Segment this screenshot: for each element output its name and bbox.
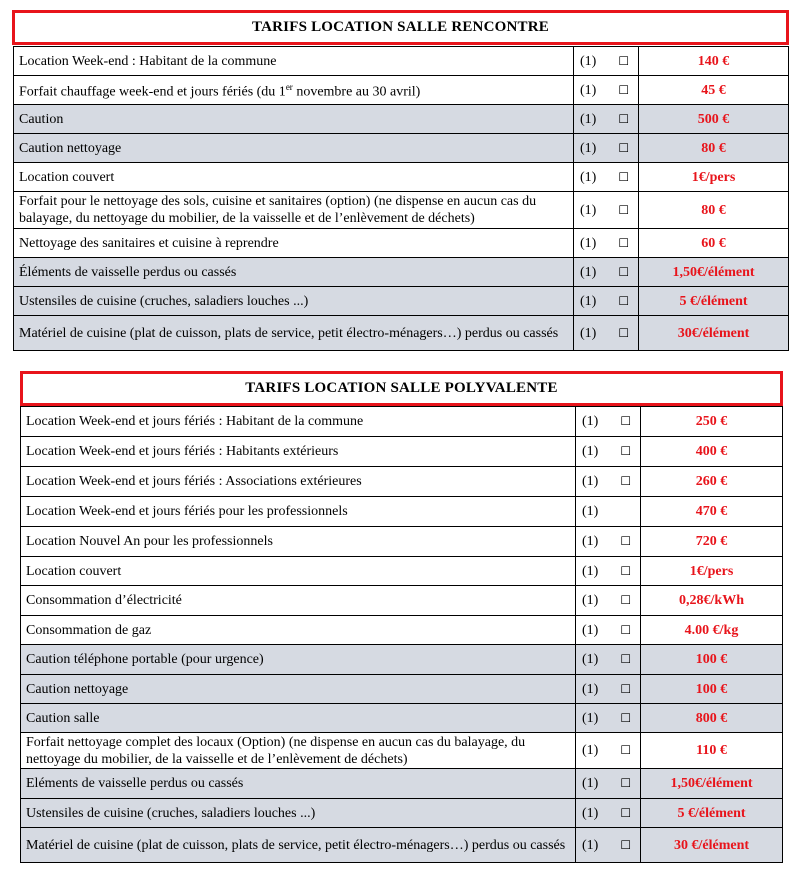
row-label: Location Week-end et jours fériés : Habitants extérieurs <box>21 437 576 467</box>
table-row <box>21 616 783 645</box>
table-row <box>14 76 789 105</box>
row-price: 1€/pers <box>641 557 783 586</box>
table-row <box>21 586 783 616</box>
ref-note: (1) <box>580 169 597 185</box>
row-label: Location Week-end et jours fériés : Associations extérieures <box>21 467 576 497</box>
checkbox[interactable]: ☐ <box>620 681 632 696</box>
ref-note: (1) <box>582 504 599 519</box>
ref-note: (1) <box>582 776 599 791</box>
ref-note: (1) <box>580 202 597 218</box>
ref-note: (1) <box>582 681 599 697</box>
row-ref <box>576 828 641 863</box>
label-superscript: er <box>285 82 293 93</box>
row-price: 100 € <box>641 645 783 675</box>
row-label: Caution nettoyage <box>21 675 576 704</box>
row-price: 800 € <box>641 704 783 733</box>
row-ref <box>576 675 641 704</box>
row-price: 45 € <box>639 76 789 105</box>
ref-note: (1) <box>580 111 597 127</box>
label-text: Forfait chauffage week-end et jours fériés (du 1 <box>19 84 286 100</box>
checkbox[interactable]: ☐ <box>618 82 630 97</box>
table-row <box>21 497 783 527</box>
table-row <box>21 675 783 704</box>
ref-note: (1) <box>580 325 597 341</box>
row-ref <box>576 616 641 645</box>
label-text: novembre au 30 avril) <box>292 84 421 100</box>
row-ref <box>574 163 639 192</box>
ref-note: (1) <box>582 622 599 638</box>
table-row <box>14 134 789 163</box>
checkbox[interactable]: ☐ <box>620 593 632 607</box>
ref-note: (1) <box>582 593 599 608</box>
table-row <box>21 557 783 586</box>
checkbox[interactable]: ☐ <box>620 776 632 790</box>
row-label: Forfait nettoyage complet des locaux (Option) (ne dispense en aucun cas du balayage, du nettoyage du mobilier, de la vaisselle et de l’enlèvement de déchets) <box>21 733 576 769</box>
checkbox[interactable]: ☐ <box>620 837 632 852</box>
ref-note: (1) <box>580 53 597 69</box>
ref-note: (1) <box>580 140 597 156</box>
row-ref <box>576 407 641 437</box>
table-row <box>14 316 789 351</box>
row-ref <box>574 134 639 163</box>
table-row <box>21 769 783 799</box>
row-label: Caution téléphone portable (pour urgence) <box>21 645 576 675</box>
row-price: 500 € <box>639 105 789 134</box>
row-label: Eléments de vaisselle perdus ou cassés <box>21 769 576 799</box>
row-price: 1,50€/élément <box>641 769 783 799</box>
row-label: Éléments de vaisselle perdus ou cassés <box>14 258 574 287</box>
row-price: 250 € <box>641 407 783 437</box>
row-label: Matériel de cuisine (plat de cuisson, plats de service, petit électro-ménagers…) perdus ou cassés <box>14 316 574 351</box>
table-row <box>21 437 783 467</box>
row-price: 260 € <box>641 467 783 497</box>
checkbox[interactable]: ☐ <box>618 325 630 340</box>
row-price: 30 €/élément <box>641 828 783 863</box>
checkbox[interactable]: ☐ <box>618 202 630 217</box>
row-price: 60 € <box>639 229 789 258</box>
checkbox[interactable]: ☐ <box>618 169 630 184</box>
row-ref <box>576 733 641 769</box>
row-price: 140 € <box>639 47 789 76</box>
row-price: 1,50€/élément <box>639 258 789 287</box>
row-price: 30€/élément <box>639 316 789 351</box>
row-label: Location Week-end et jours fériés : Habitant de la commune <box>21 407 576 437</box>
row-ref <box>576 769 641 799</box>
table-row <box>21 733 783 769</box>
checkbox[interactable]: ☐ <box>620 444 632 458</box>
row-price: 110 € <box>641 733 783 769</box>
row-ref <box>576 497 641 527</box>
checkbox[interactable]: ☐ <box>618 53 630 68</box>
row-ref <box>576 467 641 497</box>
row-price: 1€/pers <box>639 163 789 192</box>
row-ref <box>574 105 639 134</box>
row-ref <box>574 229 639 258</box>
row-price: 400 € <box>641 437 783 467</box>
row-price: 100 € <box>641 675 783 704</box>
section-title: TARIFS LOCATION SALLE RENCONTRE <box>12 10 789 45</box>
row-label: Forfait pour le nettoyage des sols, cuisine et sanitaires (option) (ne dispense en aucun cas du balayage, du nettoyage du mobilier, de la vaisselle et de l’enlèvement de déchets) <box>14 192 574 229</box>
row-label: Ustensiles de cuisine (cruches, saladiers louches ...) <box>21 799 576 828</box>
tariff-table-rencontre <box>13 46 789 351</box>
row-price: 720 € <box>641 527 783 557</box>
ref-note: (1) <box>582 837 599 853</box>
table-row <box>21 799 783 828</box>
ref-note: (1) <box>580 82 597 98</box>
row-ref <box>574 76 639 105</box>
checkbox[interactable]: ☐ <box>620 622 632 637</box>
tariff-table-polyvalente <box>20 406 783 863</box>
row-price: 5 €/élément <box>641 799 783 828</box>
table-row <box>21 704 783 733</box>
checkbox[interactable]: ☐ <box>618 140 630 155</box>
ref-note: (1) <box>582 652 599 667</box>
row-ref <box>574 287 639 316</box>
ref-note: (1) <box>580 235 597 251</box>
ref-note: (1) <box>582 710 599 726</box>
ref-note: (1) <box>582 474 599 489</box>
row-price: 0,28€/kWh <box>641 586 783 616</box>
row-ref <box>576 645 641 675</box>
row-ref <box>576 437 641 467</box>
checkbox[interactable]: ☐ <box>620 534 632 548</box>
row-price: 5 €/élément <box>639 287 789 316</box>
row-ref <box>576 799 641 828</box>
row-label: Consommation de gaz <box>21 616 576 645</box>
row-ref <box>574 316 639 351</box>
table-row <box>14 47 789 76</box>
row-label: Caution <box>14 105 574 134</box>
row-label: Location couvert <box>21 557 576 586</box>
table-row <box>14 163 789 192</box>
row-label: Location couvert <box>14 163 574 192</box>
checkbox[interactable]: ☐ <box>620 805 632 820</box>
checkbox[interactable]: ☐ <box>620 563 632 578</box>
row-label: Ustensiles de cuisine (cruches, saladiers louches ...) <box>14 287 574 316</box>
checkbox[interactable]: ☐ <box>618 235 630 250</box>
table-row <box>21 407 783 437</box>
table-row <box>21 645 783 675</box>
ref-note: (1) <box>582 444 599 459</box>
section-title: TARIFS LOCATION SALLE POLYVALENTE <box>20 371 783 406</box>
row-label: Matériel de cuisine (plat de cuisson, plats de service, petit électro-ménagers…) perdus ou cassés <box>21 828 576 863</box>
table-row <box>14 258 789 287</box>
row-label <box>14 76 574 105</box>
row-label: Location Nouvel An pour les professionnels <box>21 527 576 557</box>
row-price: 4.00 €/kg <box>641 616 783 645</box>
row-ref <box>574 192 639 229</box>
checkbox[interactable]: ☐ <box>620 474 632 488</box>
checkbox[interactable]: ☐ <box>618 111 630 126</box>
ref-note: (1) <box>582 563 599 579</box>
checkbox[interactable]: ☐ <box>618 264 630 279</box>
table-row <box>14 229 789 258</box>
table-row <box>14 105 789 134</box>
row-ref <box>576 557 641 586</box>
row-ref <box>574 47 639 76</box>
table-row <box>21 527 783 557</box>
table-row <box>21 467 783 497</box>
row-label: Nettoyage des sanitaires et cuisine à reprendre <box>14 229 574 258</box>
row-label: Location Week-end et jours fériés pour les professionnels <box>21 497 576 527</box>
row-ref <box>576 586 641 616</box>
checkbox[interactable]: ☐ <box>620 414 632 428</box>
ref-note: (1) <box>580 264 597 280</box>
row-ref <box>576 704 641 733</box>
row-label: Location Week-end : Habitant de la commune <box>14 47 574 76</box>
checkbox[interactable]: ☐ <box>618 293 630 308</box>
checkbox[interactable]: ☐ <box>620 743 632 757</box>
row-price: 80 € <box>639 134 789 163</box>
ref-note: (1) <box>582 743 599 758</box>
row-price: 80 € <box>639 192 789 229</box>
row-label: Caution nettoyage <box>14 134 574 163</box>
ref-note: (1) <box>582 534 599 549</box>
row-price: 470 € <box>641 497 783 527</box>
checkbox[interactable]: ☐ <box>620 652 632 666</box>
row-label: Caution salle <box>21 704 576 733</box>
row-ref <box>576 527 641 557</box>
table-row <box>14 287 789 316</box>
ref-note: (1) <box>582 805 599 821</box>
table-row <box>21 828 783 863</box>
row-ref <box>574 258 639 287</box>
table-row <box>14 192 789 229</box>
ref-note: (1) <box>582 414 599 429</box>
ref-note: (1) <box>580 293 597 309</box>
checkbox[interactable]: ☐ <box>620 710 632 725</box>
row-label: Consommation d’électricité <box>21 586 576 616</box>
